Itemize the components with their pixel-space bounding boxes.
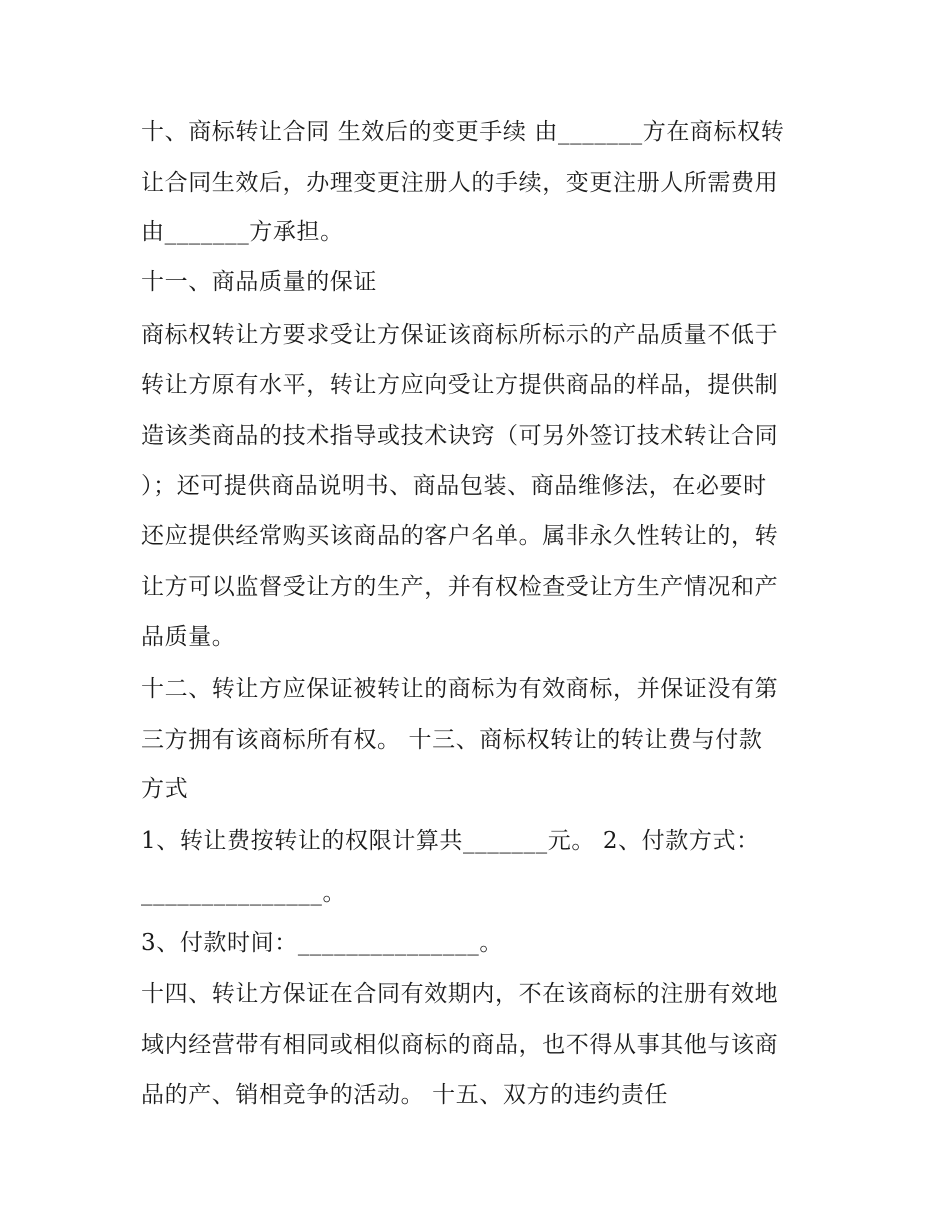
text-line: 方式 [141, 776, 189, 802]
text-line: 还应提供经常购买该商品的客户名单。属非永久性转让的，转 [141, 523, 779, 549]
text-line: 让方可以监督受让方的生产，并有权检查受让方生产情况和产 [141, 574, 779, 600]
text-line: 三方拥有该商标所有权。 十三、商标权转让的转让费与付款 [141, 727, 763, 753]
text-line: 商标权转让方要求受让方保证该商标所标示的产品质量不低于 [141, 322, 779, 348]
section-heading: 十一、商品质量的保证 [141, 269, 377, 295]
text-line: 让合同生效后，办理变更注册人的手续，变更注册人所需费用 [141, 170, 779, 196]
text-line: _______________。 [141, 880, 347, 906]
text-line: 造该类商品的技术指导或技术诀窍（可另外签订技术转让合同 [141, 423, 779, 449]
text-line: 十、商标转让合同 生效后的变更手续 由_______方在商标权转 [141, 119, 785, 145]
text-line: 1、转让费按转让的权限计算共_______元。 2、付款方式： [141, 828, 760, 854]
text-line: 由_______方承担。 [141, 219, 344, 245]
text-line: 3、付款时间：_______________。 [141, 930, 503, 956]
text-line: 域内经营带有相同或相似商标的商品，也不得从事其他与该商 [141, 1032, 779, 1058]
text-line: ）；还可提供商品说明书、商品包装、商品维修法，在必要时 [141, 473, 767, 499]
text-line: 十四、转让方保证在合同有效期内，不在该商标的注册有效地 [141, 981, 779, 1007]
text-line: 转让方原有水平，转让方应向受让方提供商品的样品，提供制 [141, 372, 779, 398]
text-line: 品质量。 [141, 624, 236, 650]
text-line: 十二、转让方应保证被转让的商标为有效商标，并保证没有第 [141, 676, 779, 702]
text-line: 品的产、销相竞争的活动。 十五、双方的违约责任 [141, 1082, 669, 1108]
